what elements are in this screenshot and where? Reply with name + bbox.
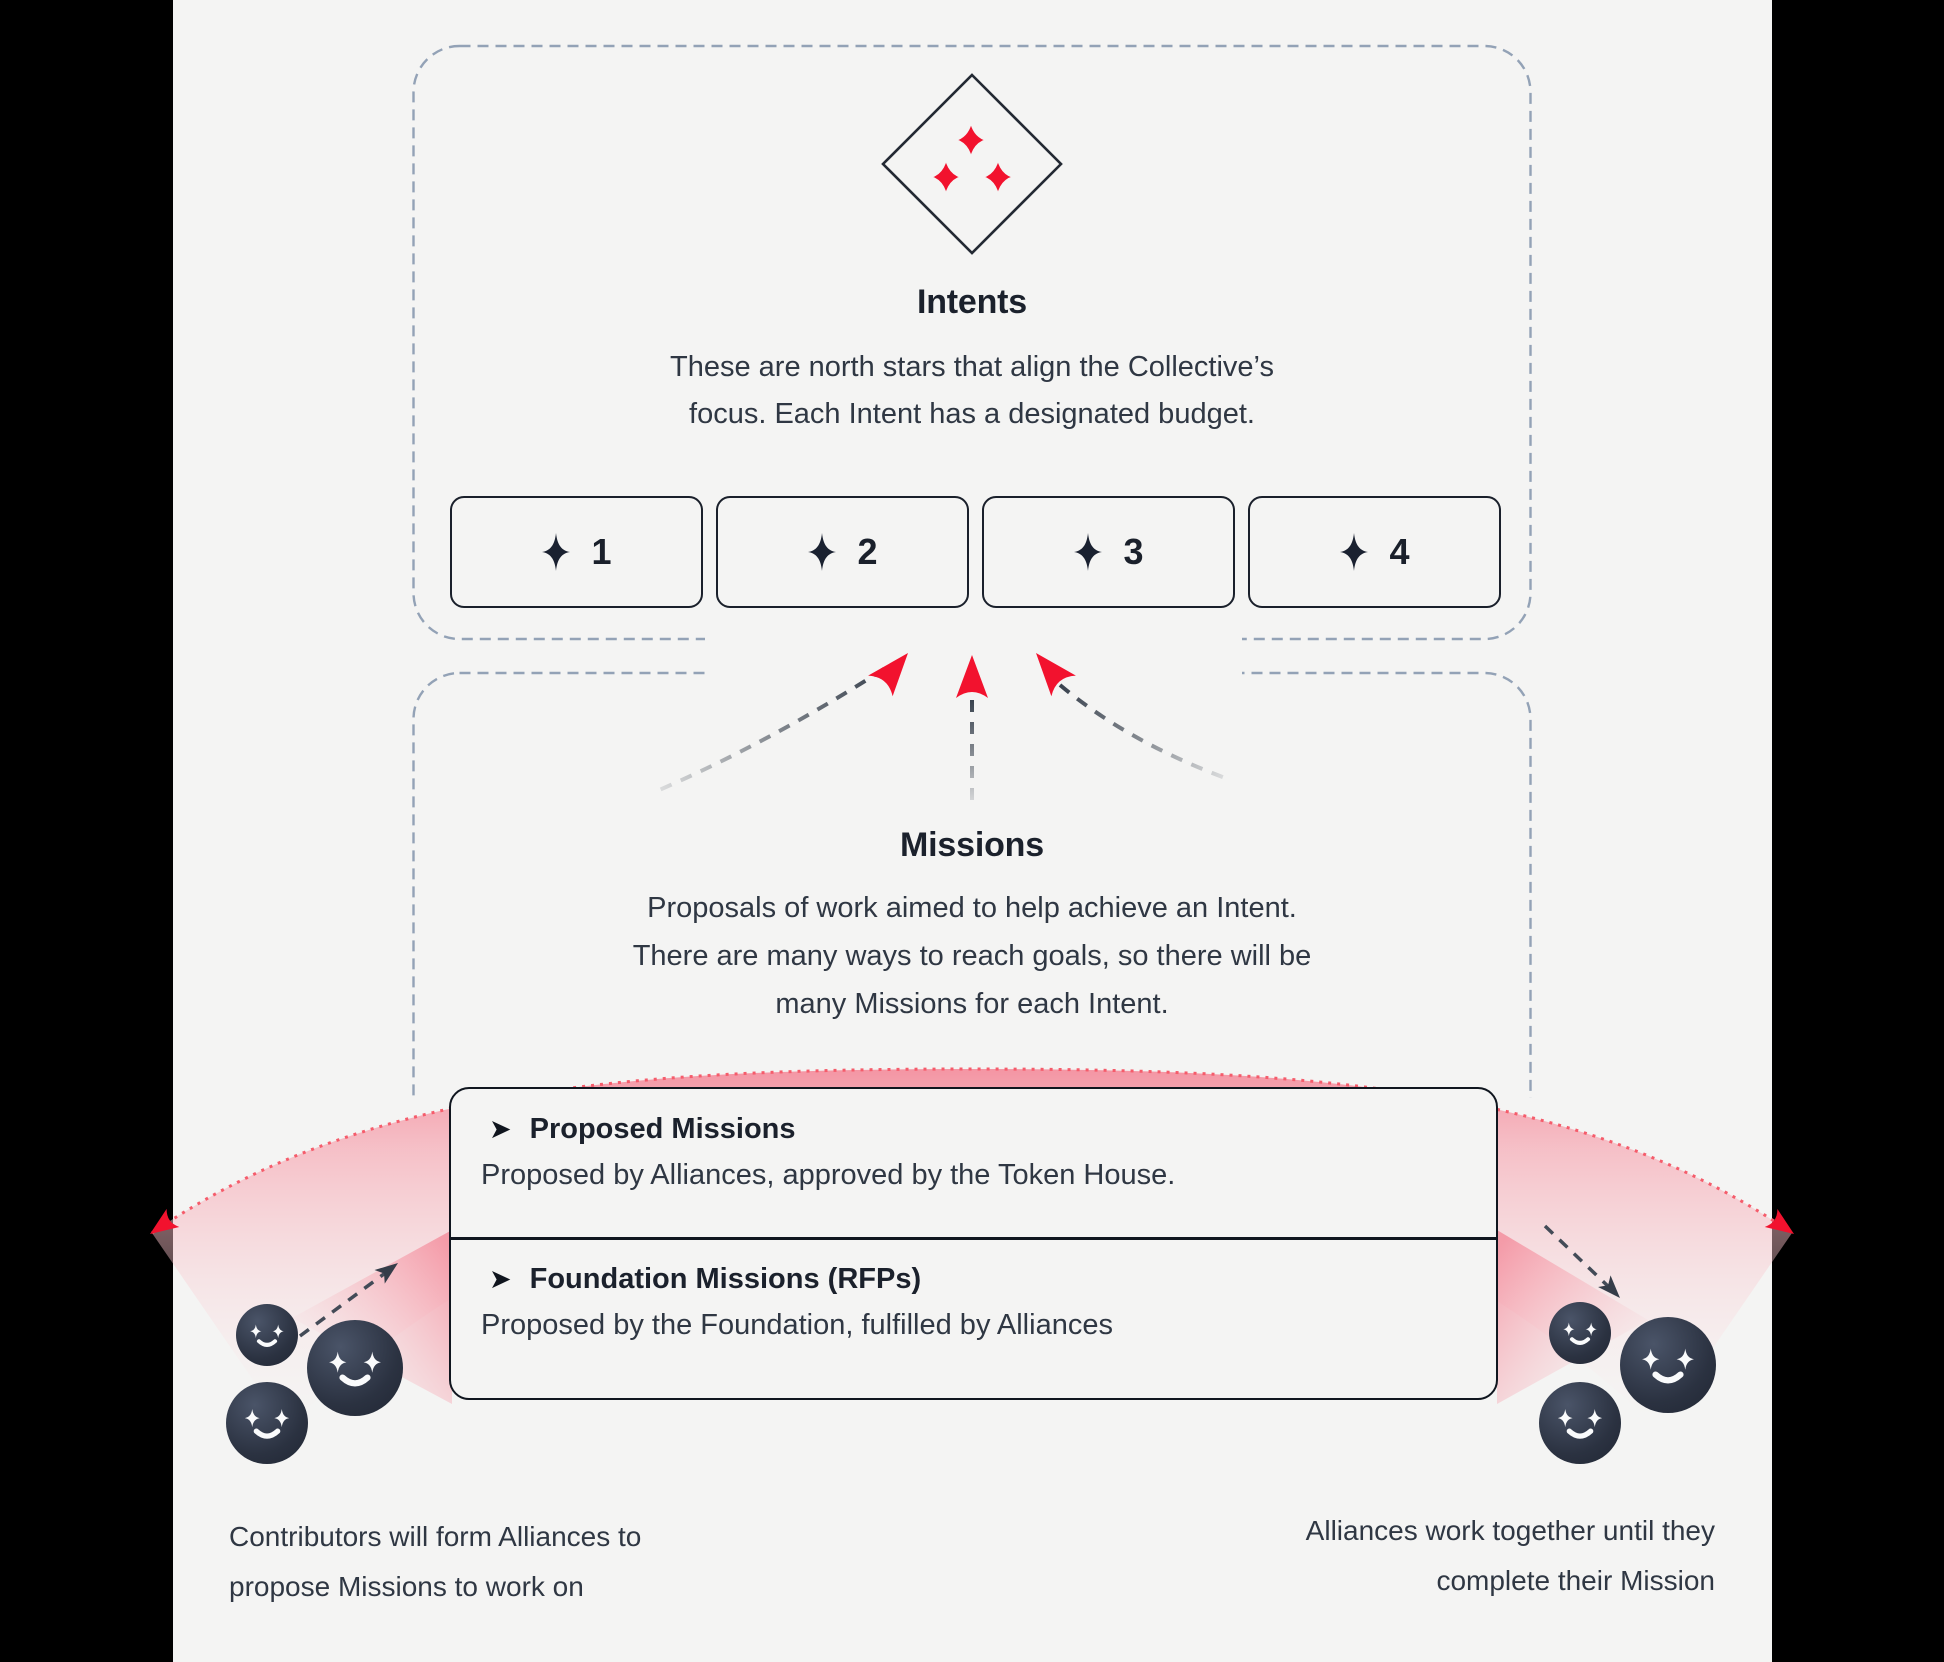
avatar xyxy=(1539,1382,1621,1464)
avatar xyxy=(1620,1317,1716,1413)
smiley-face-icon xyxy=(1539,1382,1621,1464)
sparkle-icon xyxy=(807,532,837,572)
avatar xyxy=(236,1304,298,1366)
intent-number: 4 xyxy=(1389,531,1410,572)
caption-right-line2: complete their Mission xyxy=(1436,1565,1715,1596)
missions-title: Missions xyxy=(900,826,1044,864)
sparkle-icon xyxy=(541,532,571,572)
caption-right xyxy=(1306,1506,1715,1606)
avatar xyxy=(1549,1302,1611,1364)
smiley-face-icon xyxy=(226,1382,308,1464)
proposed-missions-body: Proposed by Alliances, approved by the Token House. xyxy=(481,1159,1176,1191)
proposed-missions-heading[interactable] xyxy=(489,1113,796,1146)
missions-divider xyxy=(451,1237,1496,1240)
caption-right-line1: Alliances work together until they xyxy=(1305,1515,1715,1546)
intents-description-line1: These are north stars that align the Collective’s xyxy=(670,351,1274,383)
intents-diamond xyxy=(880,72,1064,261)
intent-box-2[interactable] xyxy=(716,496,969,608)
sparkle-icon xyxy=(1073,532,1103,572)
missions-description-line2: There are many ways to reach goals, so there will be xyxy=(632,940,1312,972)
intent-number: 3 xyxy=(1123,531,1144,572)
missions-description xyxy=(412,884,1532,1028)
proposed-missions-title: Proposed Missions xyxy=(529,1113,796,1145)
avatar xyxy=(226,1382,308,1464)
intent-number: 2 xyxy=(857,531,878,572)
missions-description-line3: many Missions for each Intent. xyxy=(775,988,1169,1020)
caption-left-line2: propose Missions to work on xyxy=(229,1571,584,1602)
diamond-sparkles-icon xyxy=(880,72,1064,256)
intents-title: Intents xyxy=(916,283,1028,321)
arrowhead-right-icon: ➤ xyxy=(489,1114,512,1144)
missions-description-line1: Proposals of work aimed to help achieve an Intent. xyxy=(647,892,1297,924)
arrowhead-right-icon: ➤ xyxy=(489,1264,512,1294)
intent-box-4[interactable] xyxy=(1248,496,1501,608)
caption-left-line1: Contributors will form Alliances to xyxy=(229,1521,642,1552)
foundation-missions-title: Foundation Missions (RFPs) xyxy=(529,1263,922,1295)
missions-box xyxy=(449,1087,1498,1400)
intents-description-line2: focus. Each Intent has a designated budget. xyxy=(689,398,1255,430)
foundation-missions-heading[interactable] xyxy=(489,1263,921,1296)
foundation-missions-body: Proposed by the Foundation, fulfilled by Alliances xyxy=(481,1309,1113,1341)
intent-box-1[interactable] xyxy=(450,496,703,608)
avatar xyxy=(307,1320,403,1416)
sparkle-icon xyxy=(1339,532,1369,572)
caption-left xyxy=(229,1512,641,1612)
intent-box-3[interactable] xyxy=(982,496,1235,608)
smiley-face-icon xyxy=(307,1320,403,1416)
intents-description xyxy=(412,344,1532,438)
smiley-face-icon xyxy=(236,1304,298,1366)
smiley-face-icon xyxy=(1549,1302,1611,1364)
intent-number: 1 xyxy=(591,531,612,572)
arrow-tail-right xyxy=(1060,685,1228,779)
smiley-face-icon xyxy=(1620,1317,1716,1413)
